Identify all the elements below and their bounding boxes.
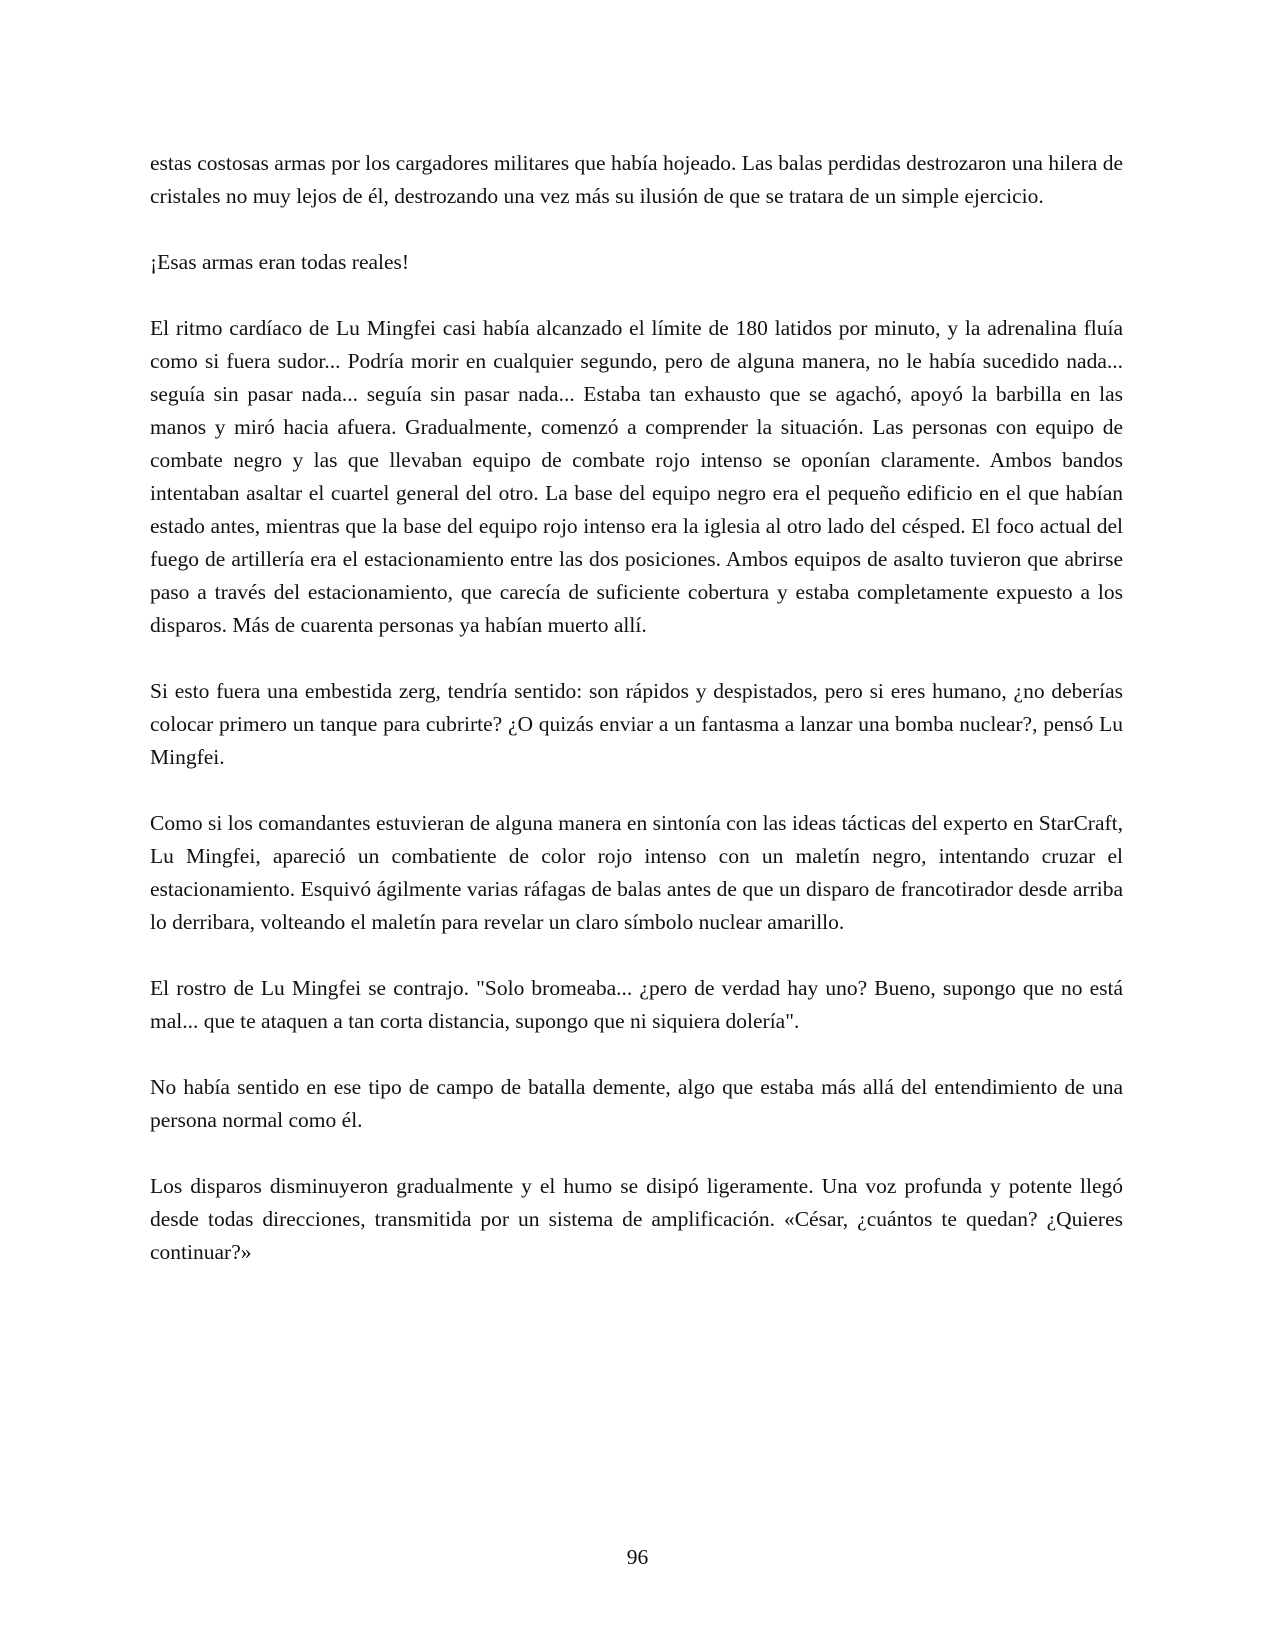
paragraph: No había sentido en ese tipo de campo de batalla demente, algo que estaba más allá del entendimiento de una persona normal como él. (150, 1075, 1123, 1132)
paragraph: Si esto fuera una embestida zerg, tendría sentido: son rápidos y despistados, pero si eres humano, ¿no deberías colocar primero un tanque para cubrirte? ¿O quizás enviar a un fantasma a lanzar una bomba nuclear?, pensó Lu Mingfei. (150, 679, 1123, 769)
paragraph: El rostro de Lu Mingfei se contrajo. "Solo bromeaba... ¿pero de verdad hay uno? Bueno, supongo que no está mal... que te ataquen a tan corta distancia, supongo que ni siquiera dolería". (150, 976, 1123, 1033)
page-body (150, 147, 1123, 1302)
paragraph: Los disparos disminuyeron gradualmente y el humo se disipó ligeramente. Una voz profunda y potente llegó desde todas direcciones, transmitida por un sistema de amplificación. «César, ¿cuántos te quedan? ¿Quieres continuar?» (150, 1174, 1123, 1264)
paragraph: Como si los comandantes estuvieran de alguna manera en sintonía con las ideas tácticas del experto en StarCraft, Lu Mingfei, apareció un combatiente de color rojo intenso con un maletín negro, intentando cruzar el estacionamiento. Esquivó ágilmente varias ráfagas de balas antes de que un disparo de francotirador desde arriba lo derribara, volteando el maletín para revelar un claro símbolo nuclear amarillo. (150, 811, 1123, 934)
paragraph: estas costosas armas por los cargadores militares que había hojeado. Las balas perdidas destrozaron una hilera de cristales no muy lejos de él, destrozando una vez más su ilusión de que se tratara de un simple ejercicio. (150, 151, 1123, 208)
page-number: 96 (626, 1545, 649, 1569)
paragraph: El ritmo cardíaco de Lu Mingfei casi había alcanzado el límite de 180 latidos por minuto, y la adrenalina fluía como si fuera sudor... Podría morir en cualquier segundo, pero de alguna manera, no le había sucedido nada... seguía sin pasar nada... seguía sin pasar nada... Estaba tan exhausto que se agachó, apoyó la barbilla en las manos y miró hacia afuera. Gradualmente, comenzó a comprender la situación. Las personas con equipo de combate negro y las que llevaban equipo de combate rojo intenso se oponían claramente. Ambos bandos intentaban asaltar el cuartel general del otro. La base del equipo negro era el pequeño edificio en el que habían estado antes, mientras que la base del equipo rojo intenso era la iglesia al otro lado del césped. El foco actual del fuego de artillería era el estacionamiento entre las dos posiciones. Ambos equipos de asalto tuvieron que abrirse paso a través del estacionamiento, que carecía de suficiente cobertura y estaba completamente expuesto a los disparos. Más de cuarenta personas ya habían muerto allí. (150, 316, 1123, 637)
paragraph: ¡Esas armas eran todas reales! (150, 250, 410, 274)
